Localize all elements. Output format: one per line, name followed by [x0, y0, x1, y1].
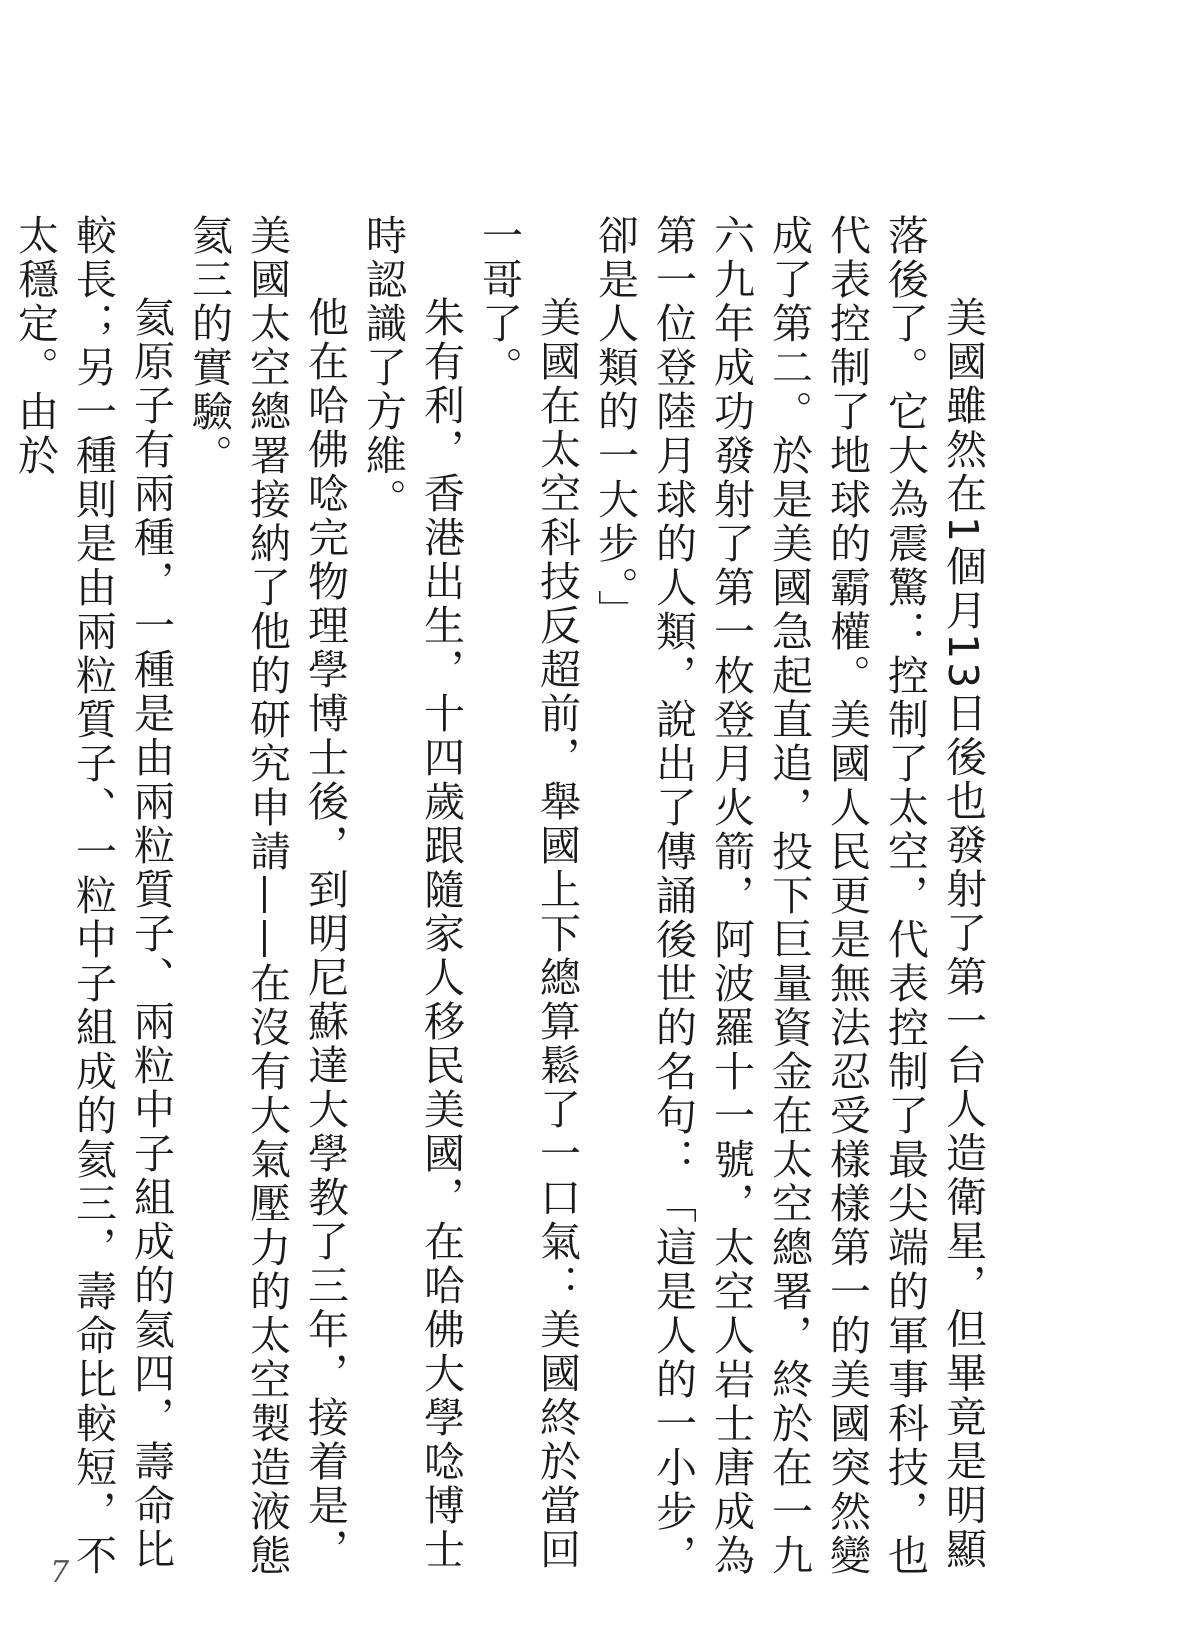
- page-number: 7: [50, 1555, 70, 1590]
- paragraph-4: 他在哈佛唸完物理學博士後，到明尼蘇達大學教了三年，接着是，美國太空總署接納了他的研究申請——在沒有大氣壓力的太空製造液態氦三的實驗。: [185, 214, 349, 1578]
- paragraph-5: 氦原子有兩種，一種是由兩粒質子、兩粒中子組成的氦四，壽命比較長；另一種則是由兩粒質子、一粒中子組成的氦三，壽命比較短，不太穩定。由於: [11, 214, 175, 1578]
- paragraph-3: 朱有利，香港出生，十四歲跟隨家人移民美國，在哈佛大學唸博士時認識了方維。: [359, 214, 465, 1572]
- body-text: [6, 214, 992, 1614]
- paragraph-1: 美國雖然在1個月13日後也發射了第一台人造衛星，但畢竟是明顯落後了。它大為震驚：控制了太空，代表控制了最尖端的軍事科技，也代表控制了地球的霸權。美國人民更是無法忍受樣樣第一的美國突然變成了第二。於是美國急起直追，投下巨量資金在太空總署，終於在一九六九年成功發射了第一枚登月火箭，阿波羅十一號，太空人岩士唐成為第一位登陸月球的人類，說出了傳誦後世的名句：「這是人的一小步，卻是人類的一大步。」: [591, 214, 987, 1578]
- paragraph-2: 美國在太空科技反超前，舉國上下總算鬆了一口氣：美國終於當回一哥了。: [475, 214, 581, 1572]
